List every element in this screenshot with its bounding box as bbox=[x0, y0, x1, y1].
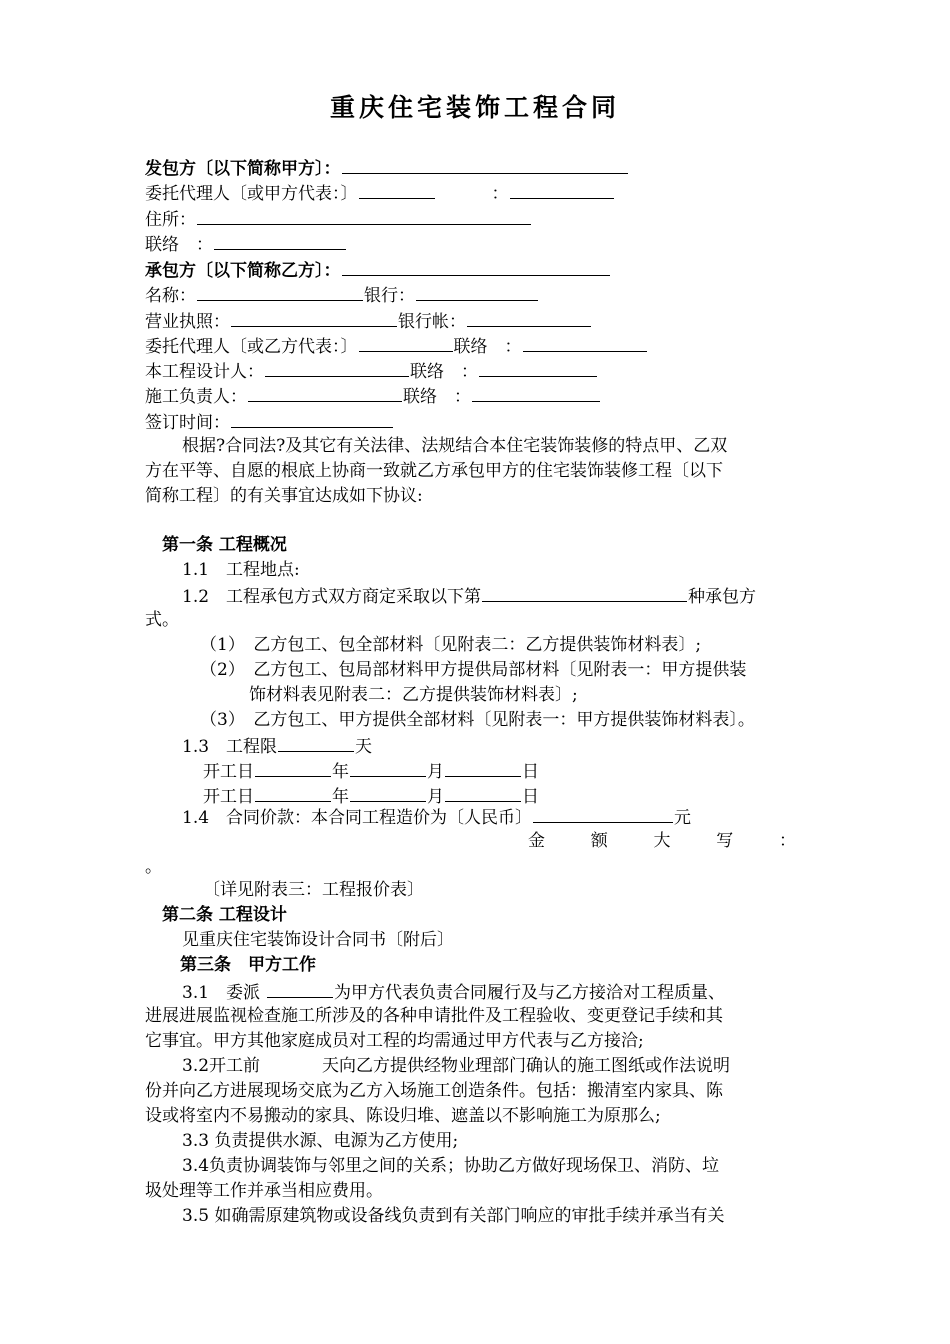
amount-char: 写 bbox=[716, 831, 734, 851]
day-blank[interactable] bbox=[445, 784, 521, 802]
item-3-1-line-2: 进展进展监视检查施工所涉及的各种申请批件及工程验收、变更登记手续和其 bbox=[145, 1006, 723, 1026]
amount-char: 大 bbox=[653, 831, 671, 851]
contact3-blank[interactable] bbox=[479, 359, 597, 377]
preamble-line-3: 简称工程〕的有关事宜达成如下协议: bbox=[145, 486, 423, 506]
bank-label: 银行： bbox=[364, 286, 415, 306]
item-3-2-row bbox=[182, 1055, 730, 1077]
address-row bbox=[145, 207, 532, 231]
contact4-label: 联络 ： bbox=[403, 387, 471, 407]
item-3-2-line-2: 份并向乙方进展现场交底为乙方入场施工创造条件。包括：搬清室内家具、陈 bbox=[145, 1081, 723, 1101]
contact-blank[interactable] bbox=[214, 232, 346, 250]
day-blank[interactable] bbox=[445, 759, 521, 777]
account-label: 银行帐： bbox=[398, 312, 466, 332]
party-a-row bbox=[145, 156, 629, 180]
address-blank[interactable] bbox=[197, 207, 531, 225]
party-b-blank[interactable] bbox=[342, 258, 610, 276]
agent-a-blank[interactable] bbox=[359, 181, 435, 199]
article2-body: 见重庆住宅装饰设计合同书〔附后〕 bbox=[182, 930, 454, 950]
item-1-3-text: 1.3 工程限 bbox=[182, 737, 278, 757]
yuan-label: 元 bbox=[674, 808, 692, 828]
month-label: 月 bbox=[427, 762, 444, 782]
bank-blank[interactable] bbox=[416, 283, 538, 301]
start-label: 开工日 bbox=[203, 787, 254, 807]
party-b-row bbox=[145, 258, 611, 282]
item-3-2-line-3: 设或将室内不易搬动的家具、陈设归堆、遮盖以不影响施工为原那么; bbox=[145, 1106, 661, 1126]
detail-note: 〔详见附表三：工程报价表〕 bbox=[203, 880, 424, 900]
article2-heading: 第二条 工程设计 bbox=[162, 905, 287, 925]
license-blank[interactable] bbox=[231, 309, 397, 327]
name-blank[interactable] bbox=[197, 283, 363, 301]
agent-a-contact-blank[interactable] bbox=[510, 181, 614, 199]
day-label: 日 bbox=[522, 762, 539, 782]
agent-a-row bbox=[145, 181, 615, 205]
item-1-4-text: 1.4 合同价款：本合同工程造价为〔人民币〕 bbox=[182, 808, 533, 828]
item-1-2-text: 1.2 工程承包方式双方商定采取以下第 bbox=[182, 587, 482, 607]
party-a-label: 发包方〔以下简称甲方〕： bbox=[145, 159, 341, 179]
designer-blank[interactable] bbox=[265, 359, 409, 377]
month-label: 月 bbox=[427, 787, 444, 807]
option-1: （1） 乙方包工、包全部材料〔见附表二：乙方提供装饰材料表〕; bbox=[200, 635, 702, 655]
designer-row bbox=[145, 359, 598, 383]
manager-label: 施工负责人： bbox=[145, 387, 247, 407]
article1-heading: 第一条 工程概况 bbox=[162, 535, 287, 555]
item-3-1-text-end: 为甲方代表负责合同履行及与乙方接洽对工程质量、 bbox=[334, 983, 726, 1003]
name-label: 名称： bbox=[145, 286, 196, 306]
amount-char: ： bbox=[779, 831, 796, 851]
account-blank[interactable] bbox=[467, 309, 591, 327]
item-3-2-text: 3.2开工前 bbox=[182, 1056, 261, 1076]
article3-heading: 第三条 甲方工作 bbox=[180, 955, 316, 975]
agent-b-row bbox=[145, 334, 648, 358]
year-blank[interactable] bbox=[255, 784, 331, 802]
item-1-4-row bbox=[182, 805, 691, 829]
days-label: 天 bbox=[355, 737, 373, 757]
month-blank[interactable] bbox=[350, 784, 426, 802]
license-row bbox=[145, 309, 592, 333]
party-a-blank[interactable] bbox=[342, 156, 628, 174]
item-1-3-row bbox=[182, 734, 372, 758]
contact-label: 联络 ： bbox=[145, 235, 213, 255]
start-date-row-1 bbox=[203, 759, 539, 783]
license-label: 营业执照： bbox=[145, 312, 230, 332]
party-b-label: 承包方〔以下简称乙方〕： bbox=[145, 261, 341, 281]
contact2-label: 联络 ： bbox=[453, 337, 522, 357]
item-1-2-row bbox=[182, 584, 756, 608]
contract-method-blank[interactable] bbox=[482, 584, 687, 602]
agent-b-blank[interactable] bbox=[359, 334, 453, 352]
address-label: 住所： bbox=[145, 210, 196, 230]
item-3-2-text-end: 天向乙方提供经物业理部门确认的施工图纸或作法说明 bbox=[322, 1056, 731, 1076]
agent-a-label: 委托代理人〔或甲方代表：〕 bbox=[145, 184, 358, 204]
amount-char: 额 bbox=[590, 831, 608, 851]
day-label: 日 bbox=[522, 787, 539, 807]
sign-time-label: 签订时间： bbox=[145, 413, 230, 433]
item-3-3: 3.3 负责提供水源、电源为乙方使用; bbox=[182, 1131, 459, 1151]
preamble-line-2: 方在平等、自愿的根底上协商一致就乙方承包甲方的住宅装饰装修工程〔以下 bbox=[145, 461, 723, 481]
sign-time-row bbox=[145, 410, 394, 434]
contact2-blank[interactable] bbox=[523, 334, 647, 352]
price-blank[interactable] bbox=[533, 805, 673, 823]
amount-in-words bbox=[528, 830, 796, 852]
amount-char: 金 bbox=[528, 831, 545, 851]
preamble-line-1: 根据?合同法?及其它有关法律、法规结合本住宅装饰装修的特点甲、乙双 bbox=[182, 436, 728, 456]
item-1-2-text-end: 种承包方 bbox=[688, 587, 757, 607]
month-blank[interactable] bbox=[350, 759, 426, 777]
sign-time-blank[interactable] bbox=[231, 410, 393, 428]
designer-label: 本工程设计人： bbox=[145, 362, 264, 382]
item-3-4: 3.4负责协调装饰与邻里之间的关系；协助乙方做好现场保卫、消防、垃 bbox=[182, 1156, 720, 1176]
contact-row bbox=[145, 232, 347, 256]
option-2-cont: 饰材料表见附表二：乙方提供装饰材料表〕; bbox=[249, 685, 578, 705]
contact4-blank[interactable] bbox=[472, 384, 600, 402]
year-blank[interactable] bbox=[255, 759, 331, 777]
year-label: 年 bbox=[332, 787, 349, 807]
start-label: 开工日 bbox=[203, 762, 254, 782]
colon: ： bbox=[491, 184, 509, 204]
item-3-1-text: 3.1 委派 bbox=[182, 983, 261, 1003]
item-3-1-row bbox=[182, 980, 725, 1004]
agent-b-label: 委托代理人〔或乙方代表：〕 bbox=[145, 337, 358, 357]
item-1-2-cont: 式。 bbox=[145, 610, 179, 630]
option-3: （3） 乙方包工、甲方提供全部材料〔见附表一：甲方提供装饰材料表〕。 bbox=[200, 710, 755, 730]
item-3-1-line-3: 它事宜。甲方其他家庭成员对工程的均需通过甲方代表与乙方接洽; bbox=[145, 1031, 644, 1051]
amount-period: 。 bbox=[145, 857, 162, 877]
document-title: 重庆住宅装饰工程合同 bbox=[329, 93, 620, 122]
item-3-5: 3.5 如确需原建筑物或设备线负责到有关部门响应的审批手续并承当有关 bbox=[182, 1206, 725, 1226]
manager-blank[interactable] bbox=[248, 384, 402, 402]
option-2: （2） 乙方包工、包局部材料甲方提供局部材料〔见附表一：甲方提供装 bbox=[200, 660, 747, 680]
item-1-1: 1.1 工程地点: bbox=[182, 560, 300, 580]
name-bank-row bbox=[145, 283, 539, 307]
year-label: 年 bbox=[332, 762, 349, 782]
manager-row bbox=[145, 384, 601, 408]
item-3-4-line-2: 圾处理等工作并承当相应费用。 bbox=[145, 1181, 383, 1201]
representative-blank[interactable] bbox=[267, 980, 333, 998]
duration-blank[interactable] bbox=[278, 734, 354, 752]
contact3-label: 联络 ： bbox=[410, 362, 478, 382]
